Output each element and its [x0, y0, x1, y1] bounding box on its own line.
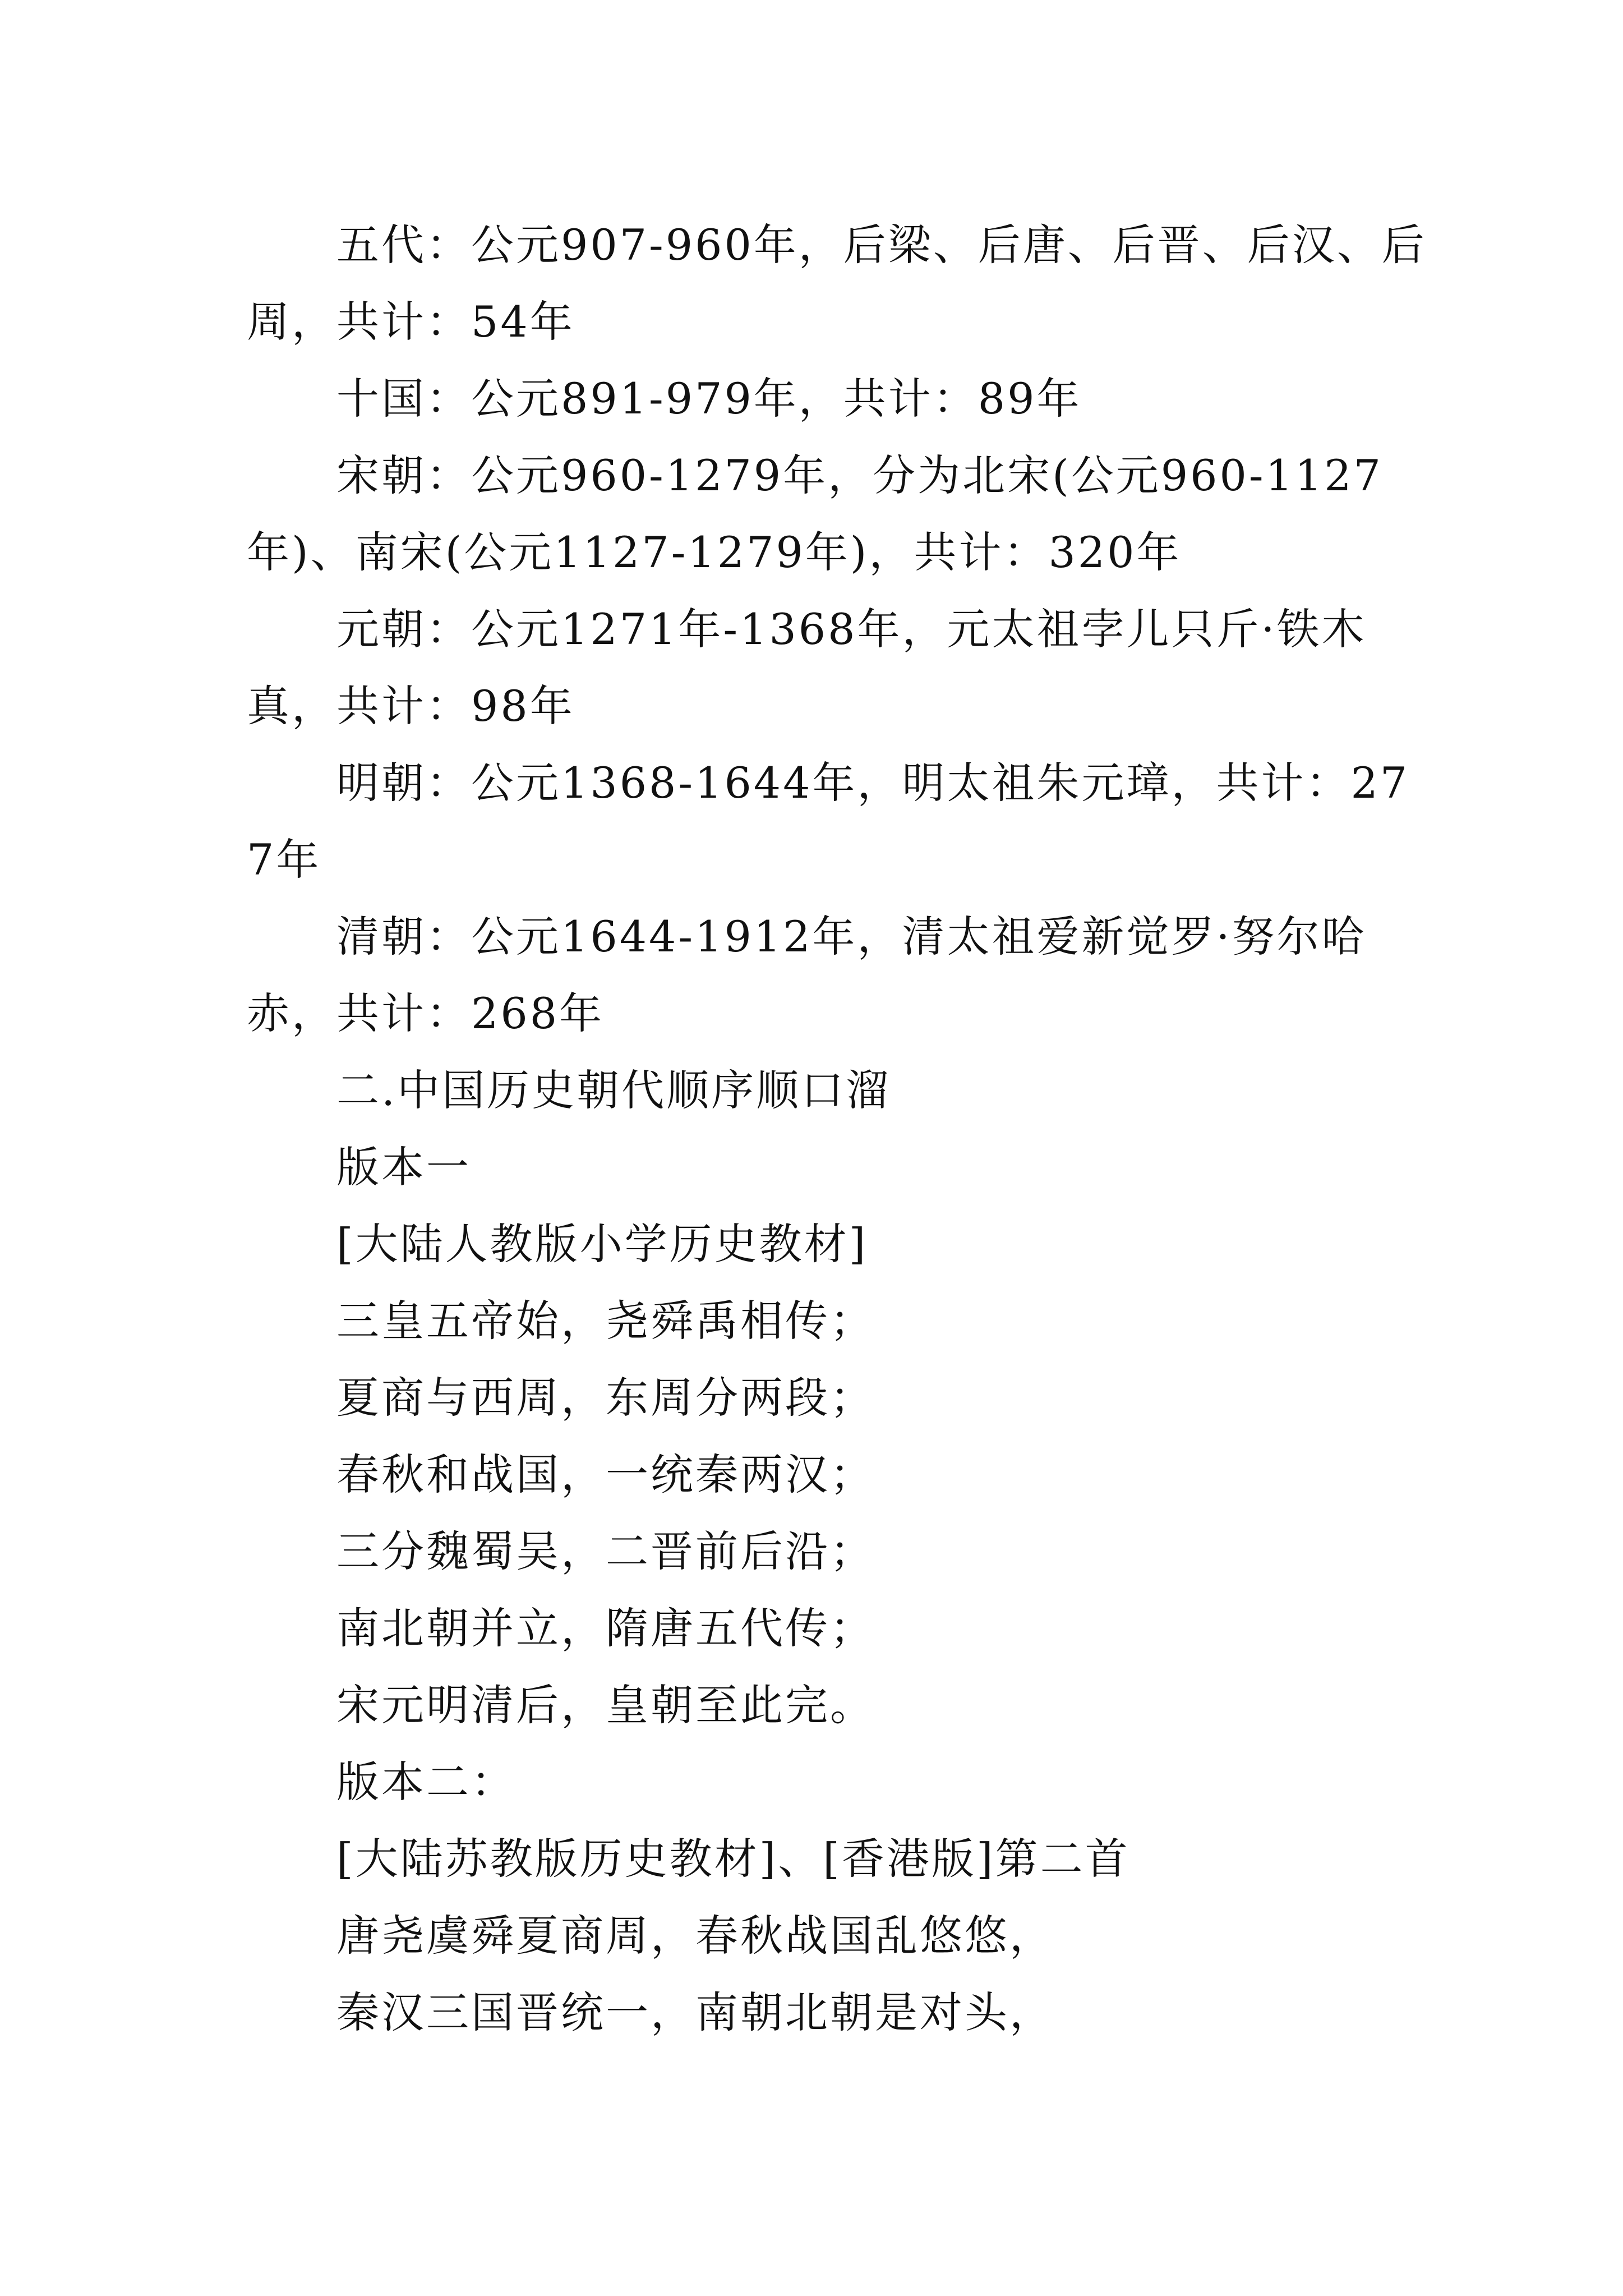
document-body	[247, 206, 1430, 2051]
paragraph-ten-kingdoms: 十国：公元891-979年，共计：89年	[336, 374, 1082, 424]
version-one-label: 版本一	[336, 1142, 471, 1192]
rhyme-line: 南北朝并立，隋唐五代传；	[336, 1603, 875, 1653]
version-two-source: [大陆苏教版历史教材]、[香港版]第二首	[336, 1834, 1130, 1884]
rhyme-line: 夏商与西周，东周分两段；	[336, 1373, 875, 1423]
version-two-label: 版本二：	[336, 1757, 516, 1807]
paragraph-yuan-dynasty: 元朝：公元1271年-1368年，元太祖孛儿只斤·铁木真，共计：98年	[247, 604, 1367, 731]
rhyme-line: 秦汉三国晋统一，南朝北朝是对头，	[336, 1987, 1054, 2037]
rhyme-line: 春秋和战国，一统秦两汉；	[336, 1450, 875, 1499]
section-heading: 二.中国历史朝代顺序顺口溜	[336, 1065, 891, 1115]
rhyme-line: 宋元明清后，皇朝至此完。	[336, 1680, 875, 1730]
rhyme-line: 三皇五帝始，尧舜禹相传；	[336, 1296, 875, 1346]
version-one-source: [大陆人教版小学历史教材]	[336, 1219, 868, 1269]
paragraph-qing-dynasty: 清朝：公元1644-1912年，清太祖爱新觉罗·努尔哈赤，共计：268年	[247, 912, 1367, 1038]
rhyme-line: 三分魏蜀吴，二晋前后沿；	[336, 1526, 875, 1576]
paragraph-ming-dynasty: 明朝：公元1368-1644年，明太祖朱元璋，共计：277年	[247, 758, 1410, 885]
rhyme-line: 唐尧虞舜夏商周，春秋战国乱悠悠，	[336, 1911, 1054, 1961]
paragraph-five-dynasties: 五代：公元907-960年，后梁、后唐、后晋、后汉、后周，共计：54年	[247, 220, 1427, 347]
paragraph-song-dynasty: 宋朝：公元960-1279年，分为北宋(公元960-1127年)、南宋(公元1127-1279年)，共计：320年	[247, 450, 1383, 577]
